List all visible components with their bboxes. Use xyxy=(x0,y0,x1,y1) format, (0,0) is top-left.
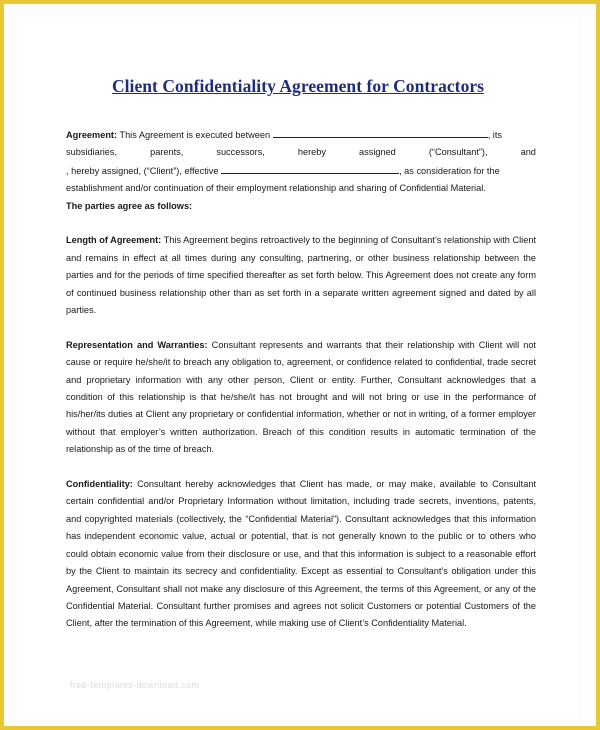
representation-text: Consultant represents and warrants that their relationship with Client will not cause or require he/she/it to breach any obligation to, agreement, or confidence related to confidential, trade secret and proprietary information with any other person, Client or entity. Further, Consultant acknowledges that a condition of this relationship is that he/she/it has not brought and will not bring or use in the performance of his/her/its duties at Client any proprietary or confidential information, whether or not in writing, of a former employer without that employer’s written authorization. Breach of this condition results in automatic termination of the relationship as of the time of breach. xyxy=(66,339,536,455)
document-title: Client Confidentiality Agreement for Contractors xyxy=(111,76,485,96)
agreement-text-3b: , as consideration for the xyxy=(399,165,500,176)
agreement-line-1 xyxy=(66,126,536,144)
document-page xyxy=(18,18,578,718)
length-heading: Length of Agreement: xyxy=(66,235,162,246)
agreement-text-1: This Agreement is executed between xyxy=(119,130,271,140)
word: and xyxy=(520,147,536,158)
agreement-text-3: , hereby assigned, (“Client”), effective xyxy=(66,165,219,176)
word: parents, xyxy=(150,147,184,158)
word: hereby xyxy=(297,147,326,158)
agreement-heading: Agreement: xyxy=(66,130,118,140)
party-name-blank[interactable] xyxy=(273,126,488,138)
confidentiality-paragraph xyxy=(66,476,536,633)
word: successors, xyxy=(216,147,265,158)
representation-heading: Representation and Warranties: xyxy=(66,339,208,350)
confidentiality-heading: Confidentiality: xyxy=(66,479,133,490)
agreement-line-2 xyxy=(66,144,536,161)
agreement-text-1b: , its xyxy=(487,130,502,140)
representation-paragraph xyxy=(66,337,536,459)
length-paragraph xyxy=(66,232,536,319)
agreement-line-4: establishment and/or continuation of their employment relationship and sharing of Confidential Material. xyxy=(66,183,486,194)
parties-agree-heading: The parties agree as follows: xyxy=(66,200,193,211)
word: assigned xyxy=(359,147,396,158)
effective-date-blank[interactable] xyxy=(221,162,399,174)
watermark: free-templates-download.com xyxy=(70,680,200,690)
agreement-line-3 xyxy=(66,162,536,180)
confidentiality-text: Consultant hereby acknowledges that Client has made, or may make, available to Consultant certain confidential and/or Proprietary Information without limitation, including trade secrets, inventions, patents, and copyrighted materials (collectively, the “Confidential Material”). Consultant acknowledges that this information has independent economic value, actual or potential, that is not generally known to the public or to others who could obtain economic value from their disclosure or use, and that this information is subject to a reasonable effort by the Client to maintain its secrecy and confidentiality. Except as essential to Consultant’s obligation under this Agreement, Consultant shall not make any disclosure of this Agreement, the terms of this Agreement, or any of the Confidential Material. Consultant further promises and agrees not solicit Customers or potential Customers of the Client, after the termination of this Agreement, while making use of Client’s Confidentiality Material. xyxy=(66,479,536,629)
word: (“Consultant”), xyxy=(428,147,488,158)
word: subsidiaries, xyxy=(66,147,118,158)
length-text: This Agreement begins retroactively to the beginning of Consultant’s relationship with Client and remains in effect at all times during any consulting, partnering, or other business relationship between the parties and for the periods of time specified thereafter as set forth below. This Agreement does not create any form of continued business relationship other than as set forth in a separate written agreement signed and dated by all parties. xyxy=(66,235,536,316)
document-body xyxy=(66,126,536,633)
